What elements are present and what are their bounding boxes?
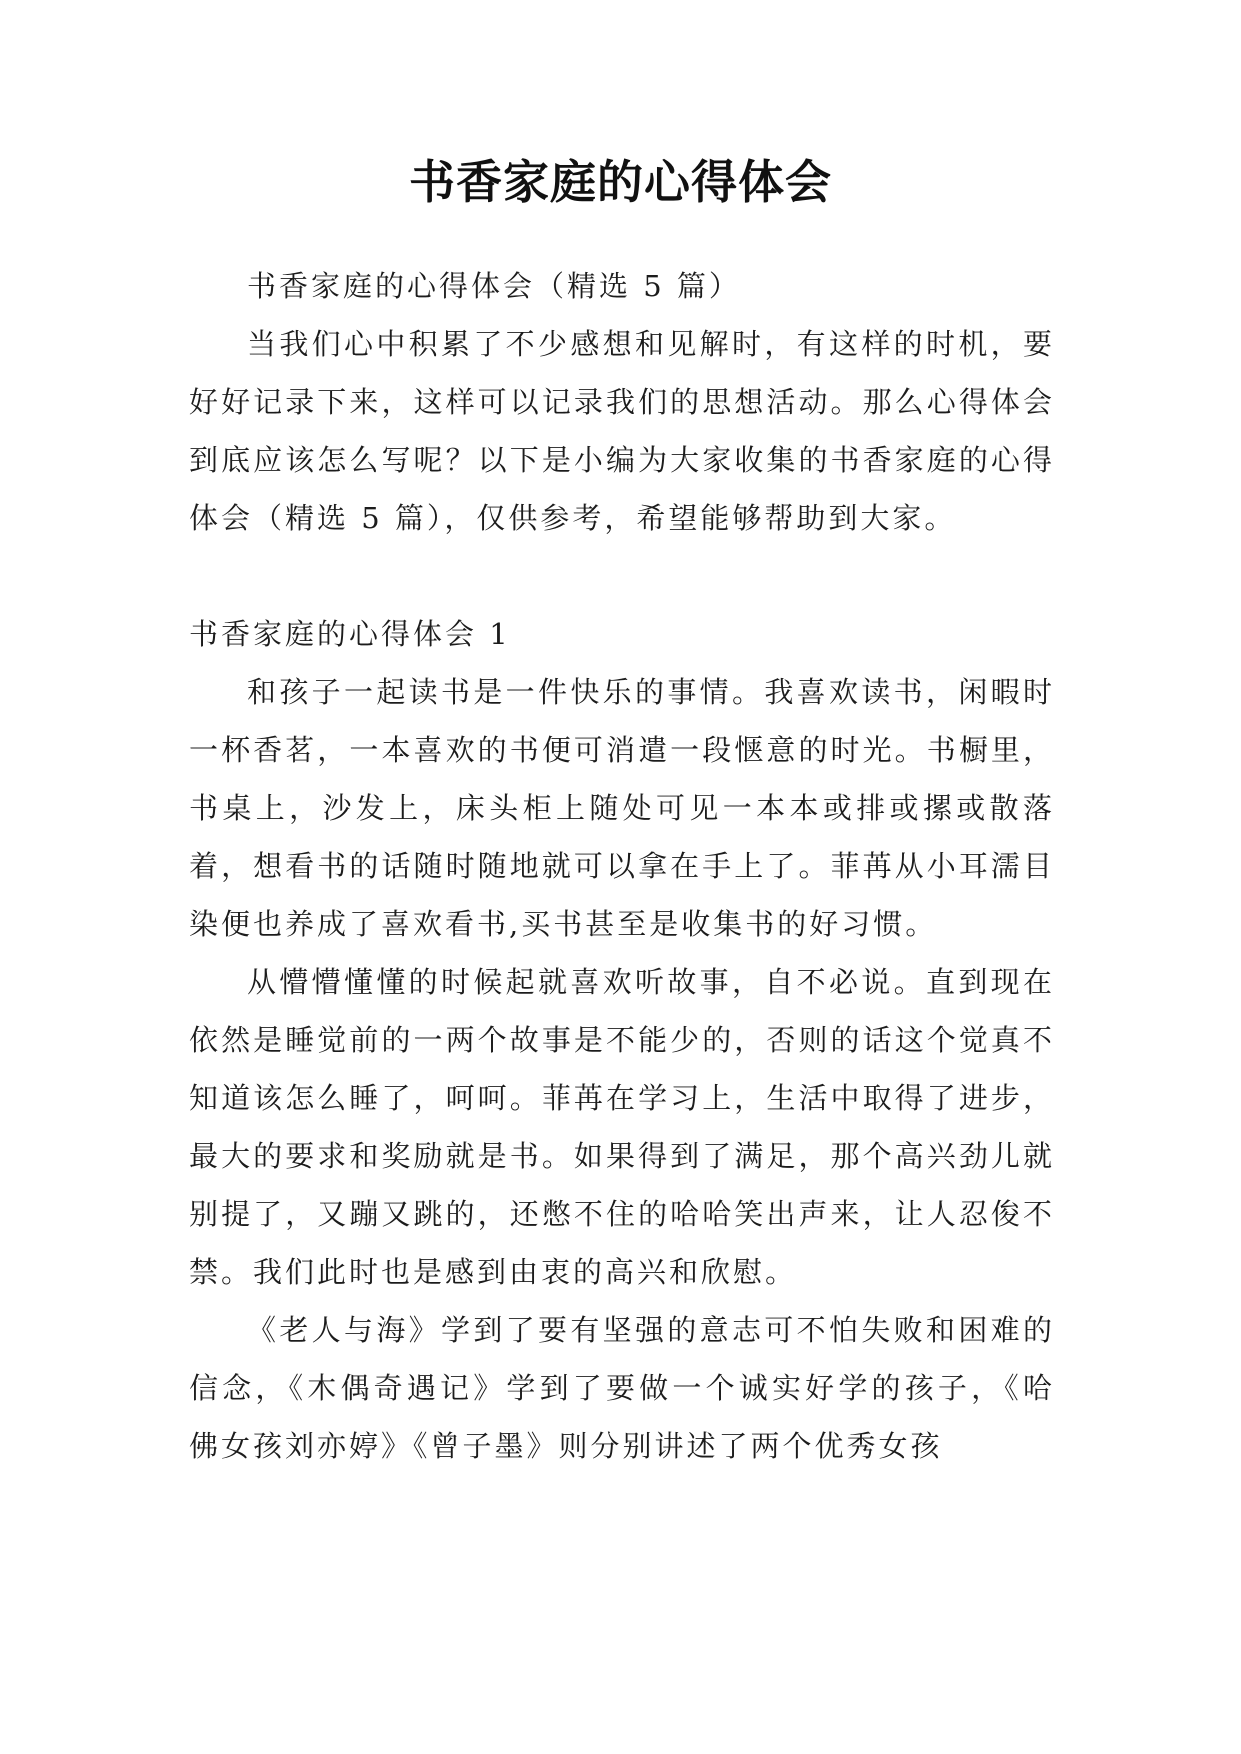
body-paragraph: 和孩子一起读书是一件快乐的事情。我喜欢读书，闲暇时一杯香茗，一本喜欢的书便可消遣一段惬意的时光。书橱里，书桌上，沙发上，床头柜上随处可见一本本或排或摞或散落着，想看书的话随时随地就可以拿在手上了。菲苒从小耳濡目染便也养成了喜欢看书,买书甚至是收集书的好习惯。 <box>189 675 1055 941</box>
intro-heading: 书香家庭的心得体会（精选 5 篇） <box>247 269 741 303</box>
body-paragraph: 从懵懵懂懂的时候起就喜欢听故事，自不必说。直到现在依然是睡觉前的一两个故事是不能少的，否则的话这个觉真不知道该怎么睡了，呵呵。菲苒在学习上，生活中取得了进步，最大的要求和奖励就是书。如果得到了满足，那个高兴劲儿就别提了，又蹦又跳的，还憋不住的哈哈笑出声来，让人忍俊不禁。我们此时也是感到由衷的高兴和欣慰。 <box>189 965 1055 1289</box>
intro-paragraph: 当我们心中积累了不少感想和见解时，有这样的时机，要好好记录下来，这样可以记录我们的思想活动。那么心得体会到底应该怎么写呢？以下是小编为大家收集的书香家庭的心得体会（精选 5 篇），仅供参考，希望能够帮助到大家。 <box>189 327 1055 535</box>
document-body <box>189 257 1055 1475</box>
section-heading: 书香家庭的心得体会 1 <box>189 617 511 651</box>
body-paragraph: 《老人与海》学到了要有坚强的意志可不怕失败和困难的信念，《木偶奇遇记》学到了要做一个诚实好学的孩子，《哈佛女孩刘亦婷》《曾子墨》则分别讲述了两个优秀女孩 <box>189 1313 1055 1463</box>
section-spacer <box>189 547 1055 605</box>
page-title: 书香家庭的心得体会 <box>409 155 832 209</box>
